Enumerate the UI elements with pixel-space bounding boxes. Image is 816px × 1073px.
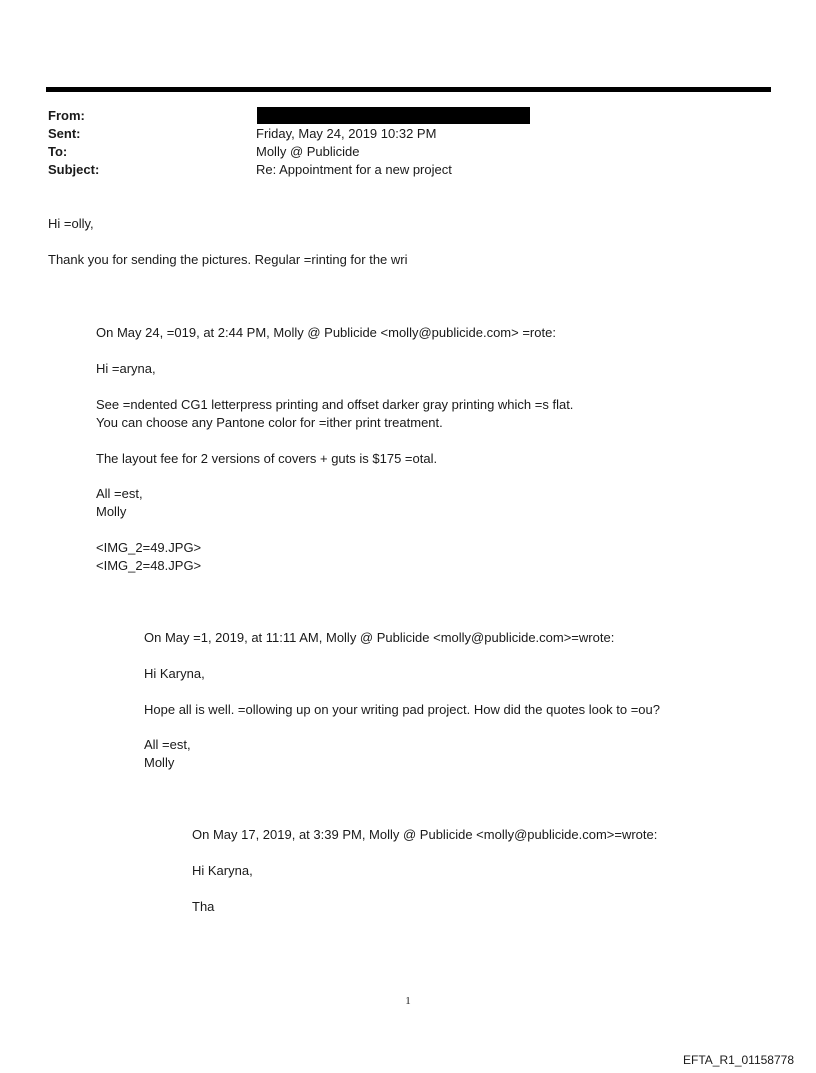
to-value: Molly @ Publicide <box>256 144 360 159</box>
quote3-attribution: On May 17, 2019, at 3:39 PM, Molly @ Publicide <molly@publicide.com>=wrote: <box>192 827 658 842</box>
sent-value: Friday, May 24, 2019 10:32 PM <box>256 126 437 141</box>
quote2-greeting: Hi Karyna, <box>144 666 205 681</box>
body-line: Thank you for sending the pictures. Regular =rinting for the wri <box>48 252 408 267</box>
quote3-paragraph: Tha <box>192 899 215 914</box>
quote2-paragraph: Hope all is well. =ollowing up on your writing pad project. How did the quotes look to =ou? <box>144 702 660 717</box>
subject-label: Subject: <box>48 162 100 177</box>
to-label: To: <box>48 144 68 159</box>
quote1-paragraph-line: You can choose any Pantone color for =ither print treatment. <box>96 415 443 430</box>
subject-value: Re: Appointment for a new project <box>256 162 452 177</box>
quote1-attribution: On May 24, =019, at 2:44 PM, Molly @ Publicide <molly@publicide.com> =rote: <box>96 325 556 340</box>
quote2-signoff: All =est, <box>144 737 191 752</box>
quote3-greeting: Hi Karyna, <box>192 863 253 878</box>
header-rule <box>46 87 771 92</box>
redacted-sender <box>257 107 530 124</box>
quote1-attachment: <IMG_2=49.JPG> <box>96 540 202 555</box>
quote1-attachment: <IMG_2=48.JPG> <box>96 558 202 573</box>
page-number: 1 <box>405 995 411 1007</box>
quote1-paragraph-line: See =ndented CG1 letterpress printing and offset darker gray printing which =s flat. <box>96 397 574 412</box>
sent-label: Sent: <box>48 126 81 141</box>
quote1-fee-line: The layout fee for 2 versions of covers + guts is $175 =otal. <box>96 451 438 466</box>
quote2-name: Molly <box>144 755 175 770</box>
quote1-name: Molly <box>96 504 127 519</box>
quote1-greeting: Hi =aryna, <box>96 361 156 376</box>
from-label: From: <box>48 108 85 123</box>
document-id: EFTA_R1_01158778 <box>683 1053 794 1067</box>
quote2-attribution: On May =1, 2019, at 11:11 AM, Molly @ Publicide <molly@publicide.com>=wrote: <box>144 630 615 645</box>
body-greeting: Hi =olly, <box>48 216 94 231</box>
quote1-signoff: All =est, <box>96 486 143 501</box>
